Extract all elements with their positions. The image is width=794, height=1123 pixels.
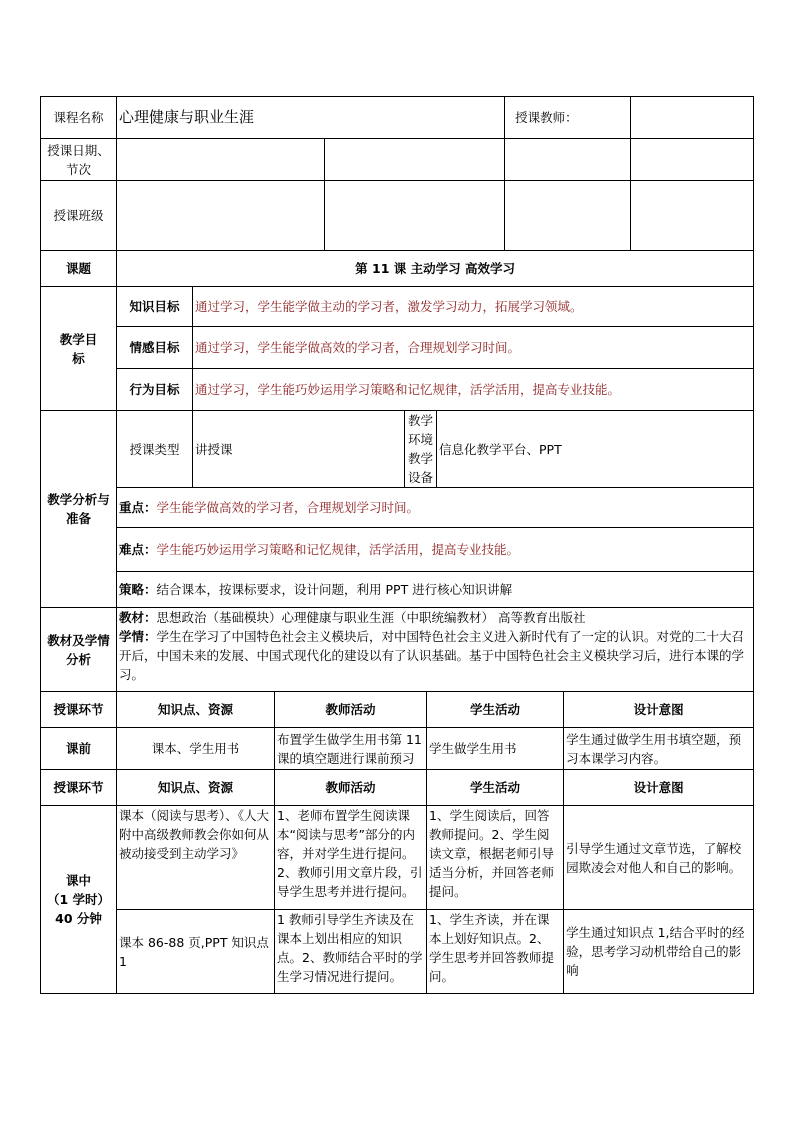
goal-name: 知识目标 [117, 287, 193, 327]
process-header-teacher: 教师活动 [275, 770, 427, 806]
pre-class-intent: 学生通过做学生用书填空题，预习本课学习内容。 [564, 728, 754, 770]
date-cell-4 [631, 139, 754, 181]
teacher-label: 授课教师： [505, 97, 631, 139]
goal-name: 情感目标 [117, 327, 193, 369]
process-header-student: 学生活动 [427, 770, 564, 806]
analysis-label: 教学分析与准备 [41, 411, 117, 608]
strategy-label: 策略： [119, 582, 157, 597]
difficult-point-row [41, 528, 754, 572]
in-class-resource: 课本（阅读与思考）、《人大附中高级教师教会你如何从被动接受到主动学习》 [117, 806, 275, 910]
process-header-teacher: 教师活动 [275, 692, 427, 728]
pre-class-stage: 课前 [41, 728, 117, 770]
difficult-point-label: 难点： [119, 542, 157, 557]
in-class-teacher: 1、老师布置学生阅读课本“阅读与思考”部分的内容，并对学生进行提问。2、教师引用文章片段，引导学生思考并进行提问。 [275, 806, 427, 910]
strategy-cell [117, 572, 754, 608]
strategy-text: 结合课本，按课标要求，设计问题，利用 PPT 进行核心知识讲解 [156, 582, 513, 597]
in-class-row [41, 806, 754, 910]
in-class-intent: 学生通过知识点 1,结合平时的经验，思考学习动机带给自己的影响 [564, 910, 754, 994]
date-cell-3 [505, 139, 631, 181]
class-cell-2 [325, 181, 505, 251]
course-value: 心理健康与职业生涯 [117, 97, 505, 139]
goal-row [41, 369, 754, 411]
textbook-text: 思想政治（基础模块）心理健康与职业生涯（中职统编教材） 高等教育出版社 [156, 610, 586, 625]
in-class-student: 1、学生齐读，并在课本上划好知识点。2、学生思考并回答教师提问。 [427, 910, 564, 994]
date-cell-2 [325, 139, 505, 181]
key-point-text: 学生能学做高效的学习者，合理规划学习时间。 [156, 500, 420, 515]
in-class-stage-line: （1 学时） [46, 892, 111, 907]
course-row [41, 97, 754, 139]
situation-label: 学情： [119, 629, 157, 644]
pre-class-teacher: 布置学生做学生用书第 11 课的填空题进行课前预习 [275, 728, 427, 770]
pre-class-resource: 课本、学生用书 [117, 728, 275, 770]
key-point-label: 重点： [119, 500, 157, 515]
key-point-cell [117, 488, 754, 528]
lesson-plan-page [40, 96, 753, 994]
goals-label: 教学目标 [41, 287, 117, 411]
process-header-row [41, 692, 754, 728]
topic-title: 第 11 课 主动学习 高效学习 [117, 251, 754, 287]
date-cell-1 [117, 139, 325, 181]
process-header-student: 学生活动 [427, 692, 564, 728]
type-value: 讲授课 [193, 411, 405, 488]
teaching-type-row [41, 411, 754, 488]
in-class-student: 1、学生阅读后，回答教师提问。2、学生阅读文章，根据老师引导适当分析，并回答老师提问。 [427, 806, 564, 910]
key-point-row [41, 488, 754, 528]
process-header-intent: 设计意图 [564, 692, 754, 728]
in-class-intent: 引导学生通过文章节选，了解校园欺凌会对他人和自己的影响。 [564, 806, 754, 910]
in-class-stage-line: 课中 [65, 873, 91, 888]
topic-label: 课题 [41, 251, 117, 287]
difficult-point-cell [117, 528, 754, 572]
in-class-stage-line: 40 分钟 [55, 911, 102, 926]
goal-row [41, 287, 754, 327]
materials-label: 教材及学情分析 [41, 608, 117, 692]
pre-class-student: 学生做学生用书 [427, 728, 564, 770]
materials-cell [117, 608, 754, 692]
difficult-point-text: 学生能巧妙运用学习策略和记忆规律，活学活用，提高专业技能。 [156, 542, 520, 557]
strategy-row [41, 572, 754, 608]
process-header-stage: 授课环节 [41, 770, 117, 806]
goal-row [41, 327, 754, 369]
class-cell-4 [631, 181, 754, 251]
teacher-value [631, 97, 754, 139]
process-header-row [41, 770, 754, 806]
goal-name: 行为目标 [117, 369, 193, 411]
in-class-row [41, 910, 754, 994]
pre-class-row [41, 728, 754, 770]
date-row [41, 139, 754, 181]
materials-row [41, 608, 754, 692]
process-header-resource: 知识点、资源 [117, 692, 275, 728]
env-value: 信息化教学平台、PPT [437, 411, 754, 488]
env-label: 教学环境教学设备 [405, 411, 437, 488]
textbook-label: 教材： [119, 610, 157, 625]
in-class-stage [41, 806, 117, 994]
class-label: 授课班级 [41, 181, 117, 251]
process-header-stage: 授课环节 [41, 692, 117, 728]
course-label: 课程名称 [41, 97, 117, 139]
topic-row [41, 251, 754, 287]
goal-text: 通过学习，学生能学做高效的学习者，合理规划学习时间。 [193, 327, 754, 369]
goal-text: 通过学习，学生能学做主动的学习者，激发学习动力，拓展学习领域。 [193, 287, 754, 327]
in-class-resource: 课本 86-88 页,PPT 知识点 1 [117, 910, 275, 994]
class-cell-3 [505, 181, 631, 251]
goal-text: 通过学习，学生能巧妙运用学习策略和记忆规律，活学活用，提高专业技能。 [193, 369, 754, 411]
situation-text: 学生在学习了中国特色社会主义模块后，对中国特色社会主义进入新时代有了一定的认识。对党的二十大召开后，中国未来的发展、中国式现代化的建设以有了认识基础。基于中国特色社会主义模块学习后，进行本课的学习。 [119, 629, 745, 682]
lesson-plan-table [40, 96, 754, 994]
in-class-teacher: 1 教师引导学生齐读及在课本上划出相应的知识点。2、教师结合平时的学生学习情况进行提问。 [275, 910, 427, 994]
class-cell-1 [117, 181, 325, 251]
date-label: 授课日期、节次 [41, 139, 117, 181]
process-header-resource: 知识点、资源 [117, 770, 275, 806]
type-label: 授课类型 [117, 411, 193, 488]
class-row [41, 181, 754, 251]
process-header-intent: 设计意图 [564, 770, 754, 806]
